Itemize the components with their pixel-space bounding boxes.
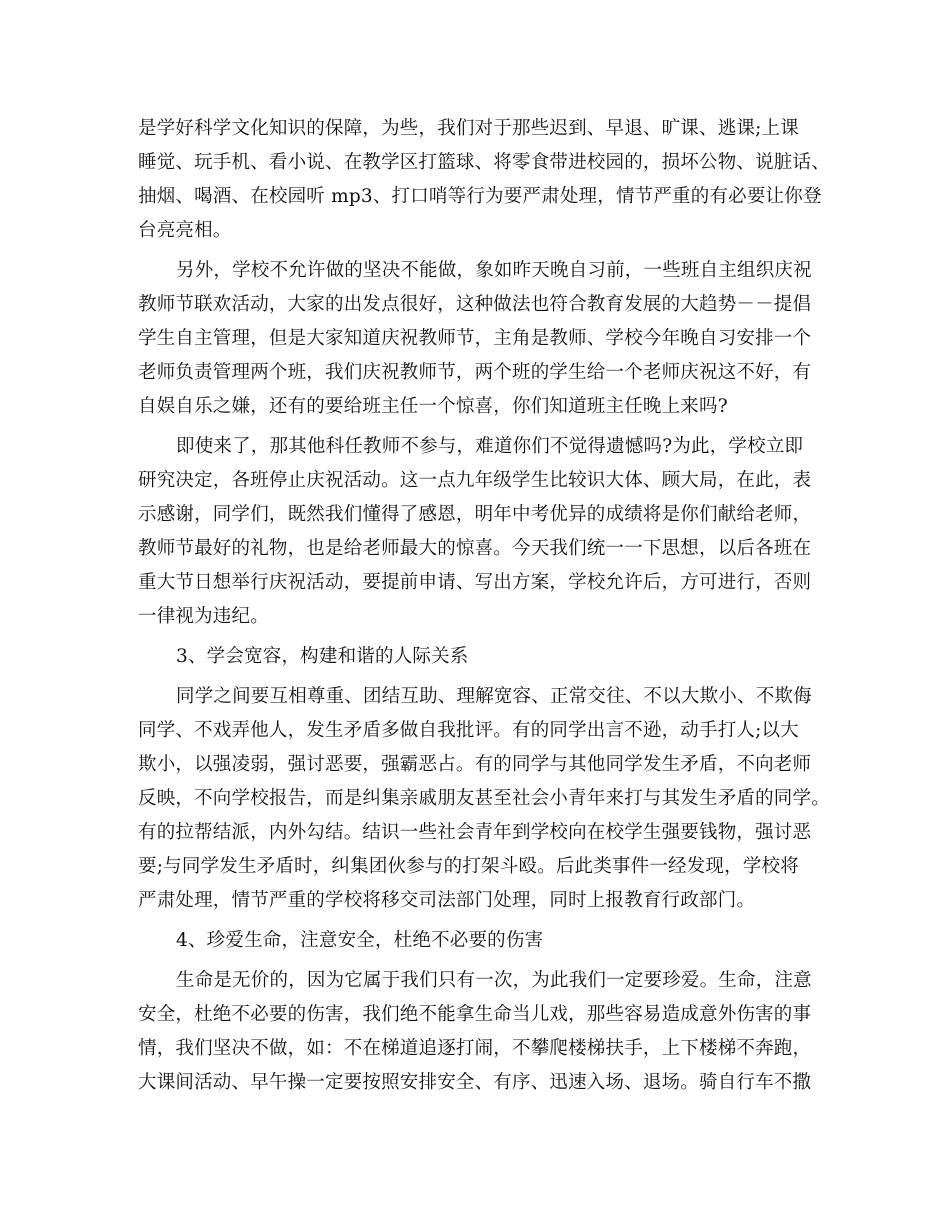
text-line: 教师节联欢活动，大家的出发点很好，这种做法也符合教育发展的大趋势－－提倡 [138,294,812,315]
text-line: 学生自主管理，但是大家知道庆祝教师节，主角是教师、学校今年晚自习安排一个 [138,328,812,349]
document-body [138,112,830,1100]
text-line: 一律视为违纪。 [138,606,269,627]
text-line: 严肃处理，情节严重的学校将移交司法部门处理，同时上报教育行政部门。 [138,890,756,911]
text-line: 安全，杜绝不必要的伤害，我们绝不能拿生命当儿戏，那些容易造成意外伤害的事 [138,1004,812,1025]
text-line: 有的拉帮结派，内外勾结。结识一些社会青年到学校向在校学生强要钱物，强讨恶 [138,822,812,843]
text-line: 同学、不戏弄他人，发生矛盾多做自我批评。有的同学出言不逊，动手打人;以大 [138,720,799,741]
text-line: 教师节最好的礼物，也是给老师最大的惊喜。今天我们统一一下思想，以后各班在 [138,538,812,559]
text-line: 研究决定，各班停止庆祝活动。这一点九年级学生比较识大体、顾大局，在此，表 [138,470,812,491]
text-line: 欺小，以强凌弱，强讨恶要，强霸恶占。有的同学与其他同学发生矛盾，不向老师 [138,754,812,775]
text-line: 是学好科学文化知识的保障，为些，我们对于那些迟到、早退、旷课、逃课;上课 [138,118,799,139]
text-line: 自娱自乐之嫌，还有的要给班主任一个惊喜，你们知道班主任晚上来吗? [138,396,728,417]
text-line: 要;与同学发生矛盾时，纠集团伙参与的打架斗殴。后此类事件一经发现，学校将 [138,856,799,877]
paragraph-start-line: 另外，学校不允许做的坚决不能做，象如昨天晚自习前，一些班自主组织庆祝 [176,260,812,281]
text-line: 反映，不向学校报告，而是纠集亲戚朋友甚至社会小青年来打与其发生矛盾的同学。 [138,788,830,809]
text-line: 睡觉、玩手机、看小说、在教学区打篮球、将零食带进校园的，损坏公物、说脏话、 [138,152,830,173]
text-line: 重大节日想举行庆祝活动，要提前申请、写出方案，学校允许后，方可进行，否则 [138,572,812,593]
text-line: 台亮亮相。 [138,220,232,241]
paragraph-start-line: 同学之间要互相尊重、团结互助、理解宽容、正常交往、不以大欺小、不欺侮 [176,686,812,707]
text-line: 老师负责管理两个班，我们庆祝教师节，两个班的学生给一个老师庆祝这不好，有 [138,362,812,383]
text-line: 大课间活动、早午操一定要按照安排安全、有序、迅速入场、退场。骑自行车不撒 [138,1072,812,1093]
paragraph-start-line: 生命是无价的，因为它属于我们只有一次，为此我们一定要珍爱。生命，注意 [176,970,812,991]
paragraph-start-line: 即使来了，那其他科任教师不参与，难道你们不觉得遗憾吗?为此，学校立即 [176,436,804,457]
text-line: 示感谢，同学们，既然我们懂得了感恩，明年中考优异的成绩将是你们献给老师， [138,504,812,525]
text-line: 情，我们坚决不做，如：不在梯道追逐打闹，不攀爬楼梯扶手，上下楼梯不奔跑， [138,1038,812,1059]
section-heading: 3、学会宽容，构建和谐的人际关系 [176,646,469,667]
text-line: 抽烟、喝酒、在校园听 mp3、打口哨等行为要严肃处理，情节严重的有必要让你登 [138,186,822,207]
section-heading: 4、珍爱生命，注意安全，杜绝不必要的伤害 [176,930,544,951]
